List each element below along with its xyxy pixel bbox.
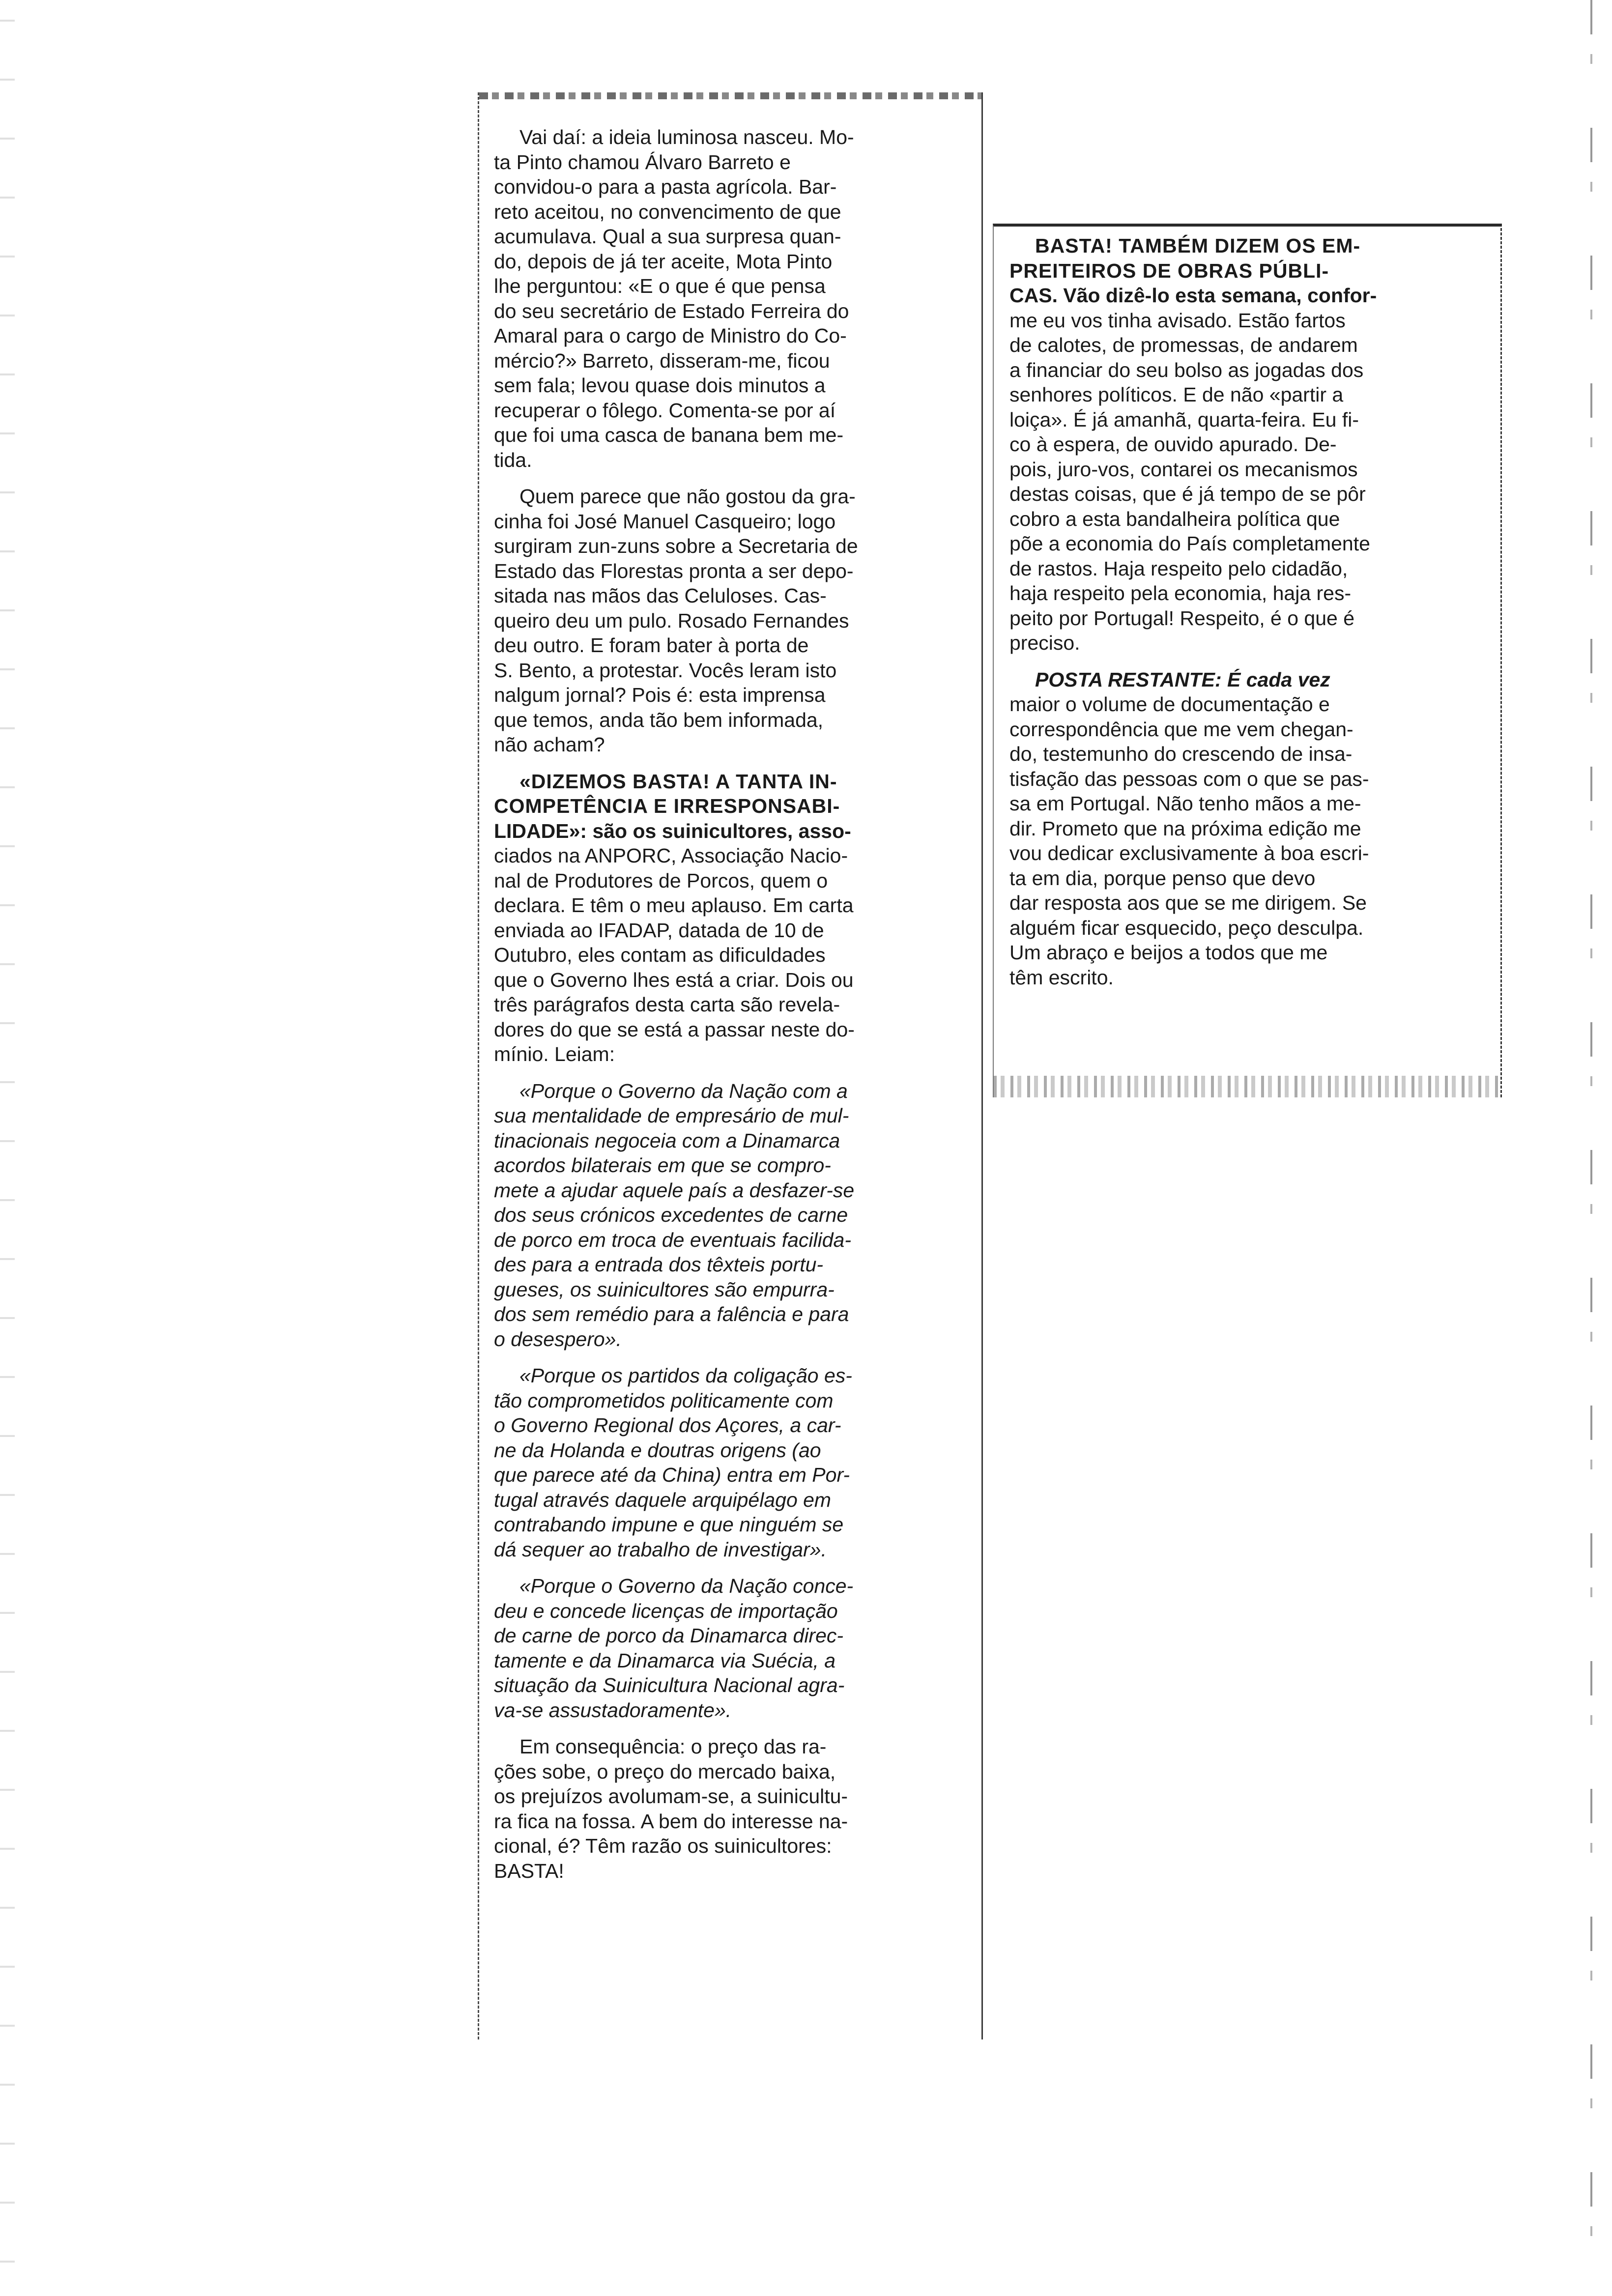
left-text-line: mércio?» Barreto, disseram-me, ficou — [494, 349, 830, 372]
left-text-line: «Porque os partidos da coligação es- — [519, 1364, 852, 1387]
left-text-line: nal de Produtores de Porcos, quem o — [494, 869, 828, 892]
paragraph-gap — [494, 1722, 959, 1734]
right-text-line: tisfação das pessoas com o que se pas- — [1009, 767, 1369, 790]
left-text-line: Vai daí: a ideia luminosa nasceu. Mo- — [519, 126, 854, 148]
right-text-line: destas coisas, que é já tempo de se pôr — [1009, 483, 1366, 505]
right-text-line: alguém ficar esquecido, peço desculpa. — [1009, 916, 1364, 939]
left-text-line: três parágrafos desta carta são revela- — [494, 993, 840, 1016]
paragraph-gap — [494, 1351, 959, 1363]
left-text-line: o Governo Regional dos Açores, a car- — [494, 1414, 841, 1436]
right-text-line: de rastos. Haja respeito pelo cidadão, — [1009, 557, 1348, 580]
left-text-line: recuperar o fôlego. Comenta-se por aí — [494, 399, 836, 422]
left-text-line: enviada ao IFADAP, datada de 10 de — [494, 918, 824, 942]
left-text-line: ções sobe, o preço do mercado baixa, — [494, 1760, 836, 1783]
left-text-line: não acham? — [494, 733, 605, 756]
right-text-line: maior o volume de documentação e — [1009, 693, 1330, 716]
left-text-line: que temos, anda tão bem informada, — [494, 708, 824, 731]
left-text-line: mete a ajudar aquele país a desfazer-se — [494, 1178, 855, 1202]
left-text-line: tinacionais negoceia com a Dinamarca — [494, 1129, 840, 1152]
paragraph-gap — [494, 757, 959, 769]
paragraph-gap — [1009, 656, 1486, 667]
right-text-line: de calotes, de promessas, de andarem — [1009, 334, 1358, 356]
right-paragraph — [1009, 667, 1486, 990]
left-text-line: va-se assustadoramente». — [494, 1698, 732, 1722]
left-text-line: de carne de porco da Dinamarca direc- — [494, 1624, 844, 1647]
left-text-line: Amaral para o cargo de Ministro do Co- — [494, 324, 847, 347]
left-text-line: declara. E têm o meu aplauso. Em carta — [494, 894, 854, 917]
left-text-line: que o Governo lhes está a criar. Dois ou — [494, 968, 854, 991]
right-text-line: haja respeito pela economia, haja res- — [1009, 582, 1352, 604]
right-text-line: a financiar do seu bolso as jogadas dos — [1009, 358, 1364, 381]
left-text-line: situação da Suinicultura Nacional agra- — [494, 1674, 845, 1696]
left-text-line: nalgum jornal? Pois é: esta imprensa — [494, 684, 826, 706]
left-text-line: acumulava. Qual a sua surpresa quan- — [494, 225, 841, 248]
clipping-right-column — [993, 224, 1502, 1097]
right-text-line: correspondência que me vem chegan- — [1009, 718, 1353, 741]
left-text-line: do seu secretário de Estado Ferreira do — [494, 299, 849, 322]
right-text-line: POSTA RESTANTE: É cada vez — [1035, 668, 1330, 691]
left-text-line: sem fala; levou quase dois minutos a — [494, 374, 826, 397]
right-text-line: têm escrito. — [1009, 966, 1114, 989]
left-text-line: surgiram zun-zuns sobre a Secretaria de — [494, 535, 858, 557]
right-text-line: ta em dia, porque penso que devo — [1009, 866, 1316, 890]
left-text-line: ta Pinto chamou Álvaro Barreto e — [494, 150, 791, 173]
left-paragraph — [494, 1574, 959, 1722]
left-text-line: convidou-o para a pasta agrícola. Bar- — [494, 175, 837, 198]
left-text-line: os prejuízos avolumam-se, a suinicultu- — [494, 1785, 848, 1808]
right-text-line: co à espera, de ouvido apurado. De- — [1009, 433, 1337, 456]
right-text-line: senhores políticos. E de não «partir a — [1009, 383, 1344, 406]
left-text-line: S. Bento, a protestar. Vocês leram isto — [494, 659, 837, 682]
right-text-line: vou dedicar exclusivamente à boa escri- — [1009, 842, 1369, 864]
right-text-line: dar resposta aos que se me dirigem. Se — [1009, 891, 1367, 914]
paragraph-gap — [494, 472, 959, 484]
left-paragraph — [494, 769, 959, 1067]
left-text-line: queiro deu um pulo. Rosado Fernandes — [494, 609, 849, 632]
left-text-line: Outubro, eles contam as dificuldades — [494, 944, 826, 966]
left-text-line: «Porque o Governo da Nação com a — [519, 1079, 848, 1102]
right-paragraph — [1009, 233, 1486, 656]
right-text-line: PREITEIROS DE OBRAS PÚBLI- — [1009, 259, 1329, 282]
left-text-line: ne da Holanda e doutras origens (ao — [494, 1438, 821, 1462]
left-text-line: tão comprometidos politicamente com — [494, 1389, 834, 1412]
right-text-line: me eu vos tinha avisado. Estão fartos — [1009, 309, 1346, 332]
left-text-line: «DIZEMOS BASTA! A TANTA IN- — [519, 770, 837, 793]
left-text-line: cional, é? Têm razão os suinicultores: — [494, 1835, 832, 1857]
left-text-line: contrabando impune e que ninguém se — [494, 1513, 844, 1536]
right-text-line: sa em Portugal. Não tenho mãos a me- — [1009, 792, 1361, 815]
left-text-line: deu e concede licenças de importação — [494, 1599, 838, 1622]
left-text-line: tamente e da Dinamarca via Suécia, a — [494, 1649, 836, 1672]
left-text-line: BASTA! — [494, 1859, 564, 1882]
left-paragraph — [494, 1363, 959, 1562]
left-text-line: des para a entrada dos têxteis portu- — [494, 1253, 824, 1276]
left-text-line: sitada nas mãos das Celuloses. Cas- — [494, 584, 827, 607]
left-text-line: COMPETÊNCIA E IRRESPONSABI- — [494, 795, 840, 817]
right-text-line: Um abraço e beijos a todos que me — [1009, 941, 1328, 964]
right-text-line: dir. Prometo que na próxima edição me — [1009, 817, 1361, 840]
left-text-line: Estado das Florestas pronta a ser depo- — [494, 559, 854, 582]
left-text-line: sua mentalidade de empresário de mul- — [494, 1104, 849, 1127]
paragraph-gap — [494, 1067, 959, 1079]
right-text-line: loiça». É já amanhã, quarta-feira. Eu fi- — [1009, 408, 1359, 431]
left-text-line: cinha foi José Manuel Casqueiro; logo — [494, 510, 836, 533]
right-text-line: peito por Portugal! Respeito, é o que é — [1009, 606, 1355, 630]
left-paragraph — [494, 484, 959, 757]
right-text-line: cobro a esta bandalheira política que — [1009, 507, 1340, 530]
left-text-line: mínio. Leiam: — [494, 1043, 615, 1065]
right-text-line: preciso. — [1009, 631, 1080, 654]
right-text-line: do, testemunho do crescendo de insa- — [1009, 743, 1353, 765]
left-text-line: ra fica na fossa. A bem do interesse na- — [494, 1809, 848, 1833]
left-text-line: dos seus crónicos excedentes de carne — [494, 1204, 848, 1226]
left-text-line: do, depois de já ter aceite, Mota Pinto — [494, 250, 833, 273]
paragraph-gap — [494, 1562, 959, 1574]
clipping-left-column — [478, 92, 983, 2039]
left-text-line: acordos bilaterais em que se compro- — [494, 1154, 831, 1177]
right-text-line: CAS. Vão dizê-lo esta semana, confor- — [1009, 284, 1377, 307]
left-text-line: deu outro. E foram bater à porta de — [494, 634, 809, 657]
left-text-line: tugal através daquele arquipélago em — [494, 1488, 832, 1511]
left-text-line: dores do que se está a passar neste do- — [494, 1018, 855, 1041]
left-text-line: Quem parece que não gostou da gra- — [519, 485, 856, 508]
right-text-line: pois, juro-vos, contarei os mecanismos — [1009, 458, 1358, 481]
left-paragraph — [494, 125, 959, 472]
left-text-line: dá sequer ao trabalho de investigar». — [494, 1538, 827, 1561]
left-text-line: dos sem remédio para a falência e para — [494, 1303, 849, 1325]
left-paragraph — [494, 1734, 959, 1883]
right-text-line: põe a economia do País completamente — [1009, 532, 1370, 555]
left-text-line: gueses, os suinicultores são empurra- — [494, 1278, 835, 1301]
left-text-line: reto aceitou, no convencimento de que — [494, 200, 841, 223]
left-text-line: de porco em troca de eventuais facilida- — [494, 1228, 852, 1251]
left-text-line: «Porque o Governo da Nação conce- — [519, 1575, 854, 1597]
left-text-line: o desespero». — [494, 1327, 622, 1350]
scan-edge-left — [0, 0, 15, 2296]
left-paragraph — [494, 1079, 959, 1352]
left-text-line: que foi uma casca de banana bem me- — [494, 424, 844, 446]
scan-edge-right — [1590, 0, 1592, 2296]
left-text-line: LIDADE»: são os suinicultores, asso- — [494, 819, 851, 842]
left-text-line: que parece até da China) entra em Por- — [494, 1464, 850, 1486]
left-text-line: lhe perguntou: «E o que é que pensa — [494, 275, 826, 297]
left-text-line: ciados na ANPORC, Associação Nacio- — [494, 844, 848, 867]
left-text-line: Em consequência: o preço das ra- — [519, 1735, 827, 1758]
left-text-line: tida. — [494, 448, 532, 471]
right-text-line: BASTA! TAMBÉM DIZEM OS EM- — [1035, 234, 1361, 257]
